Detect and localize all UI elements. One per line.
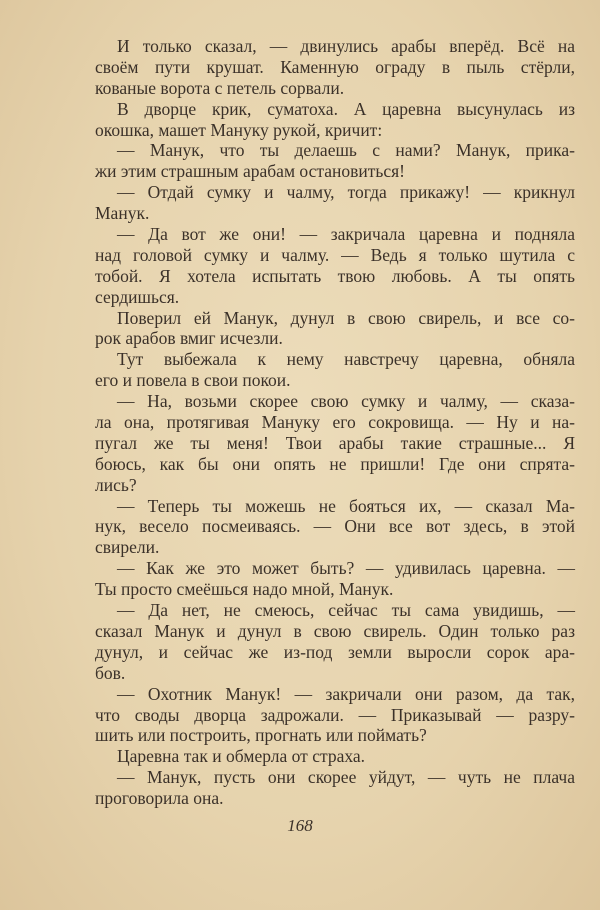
text-line: — Охотник Манук! — закричали они разом, да так, bbox=[117, 683, 575, 704]
text-line: над головой сумку и чалму. — Ведь я только шутила с bbox=[95, 244, 575, 265]
text-line: дунул, и сейчас же из-под земли выросли сорок ара- bbox=[95, 641, 575, 662]
text-line: проговорила она. bbox=[95, 788, 224, 809]
paragraph bbox=[95, 767, 575, 809]
text-line: его и повела в свои покои. bbox=[95, 370, 291, 391]
text-line: — Да нет, не смеюсь, сейчас ты сама увидишь, — bbox=[117, 600, 575, 621]
paragraph bbox=[95, 600, 575, 684]
text-line: кованые ворота с петель сорвали. bbox=[95, 77, 345, 98]
page-number: 168 bbox=[287, 816, 313, 835]
text-line: И только сказал, — двинулись арабы вперёд. Всё на bbox=[117, 36, 575, 56]
text-line: В дворце крик, суматоха. А царевна высунулась из bbox=[117, 98, 575, 119]
text-line: шить или построить, прогнать или поймать? bbox=[95, 725, 427, 746]
text-line: пугал же ты меня! Твои арабы такие страшные... Я bbox=[95, 432, 575, 453]
text-line: Тут выбежала к нему навстречу царевна, обняла bbox=[117, 349, 575, 370]
text-line: рок арабов вмиг исчезли. bbox=[95, 328, 283, 349]
paragraph bbox=[95, 224, 575, 308]
text-line: сердишься. bbox=[95, 286, 180, 307]
text-line: — Теперь ты можешь не бояться их, — сказал Ма- bbox=[117, 495, 575, 516]
text-line: — Манук, что ты делаешь с нами? Манук, прика- bbox=[117, 140, 575, 161]
text-line: что своды дворца задрожали. — Приказывай — разру- bbox=[95, 704, 575, 725]
text-line: Поверил ей Манук, дунул в свою свирель, и все со- bbox=[117, 307, 575, 328]
text-line: своём пути крушат. Каменную ограду в пыль стёрли, bbox=[95, 56, 575, 77]
text-line: Манук. bbox=[95, 203, 150, 224]
text-line: окошка, машет Мануку рукой, кричит: bbox=[95, 119, 383, 140]
text-line: жи этим страшным арабам остановиться! bbox=[95, 161, 406, 182]
text-line: — Как же это может быть? — удивилась царевна. — bbox=[117, 558, 575, 579]
text-line: — Отдай сумку и чалму, тогда прикажу! — крикнул bbox=[117, 182, 575, 203]
text-line: ла она, протягивая Мануку его сокровища. — Ну и на- bbox=[95, 412, 575, 433]
text-line: свирели. bbox=[95, 537, 160, 558]
paragraph bbox=[95, 182, 575, 224]
paragraph bbox=[95, 391, 575, 495]
paragraph bbox=[95, 308, 575, 350]
text-line: — Да вот же они! — закричала царевна и подняла bbox=[117, 224, 575, 245]
text-line: боюсь, как бы они опять не пришли! Где они спрята- bbox=[95, 453, 575, 474]
paragraph bbox=[95, 746, 575, 767]
paragraph bbox=[95, 558, 575, 600]
paragraph bbox=[95, 349, 575, 391]
page-text bbox=[95, 36, 575, 809]
text-line: тобой. Я хотела испытать твою любовь. А ты опять bbox=[95, 265, 575, 286]
paragraph bbox=[95, 99, 575, 141]
text-line: Ты просто смеёшься надо мной, Манук. bbox=[95, 579, 394, 600]
paragraph bbox=[95, 36, 575, 99]
text-line: — На, возьми скорее свою сумку и чалму, — сказа- bbox=[117, 391, 575, 412]
text-line: Царевна так и обмерла от страха. bbox=[117, 746, 366, 767]
text-line: лись? bbox=[95, 474, 137, 495]
paragraph bbox=[95, 140, 575, 182]
paragraph bbox=[95, 684, 575, 747]
paragraph bbox=[95, 496, 575, 559]
text-line: — Манук, пусть они скорее уйдут, — чуть не плача bbox=[117, 767, 575, 788]
text-line: нук, весело посмеиваясь. — Они все вот здесь, в этой bbox=[95, 516, 575, 537]
text-line: сказал Манук и дунул в свою свирель. Один только раз bbox=[95, 620, 575, 641]
text-line: бов. bbox=[95, 662, 126, 683]
